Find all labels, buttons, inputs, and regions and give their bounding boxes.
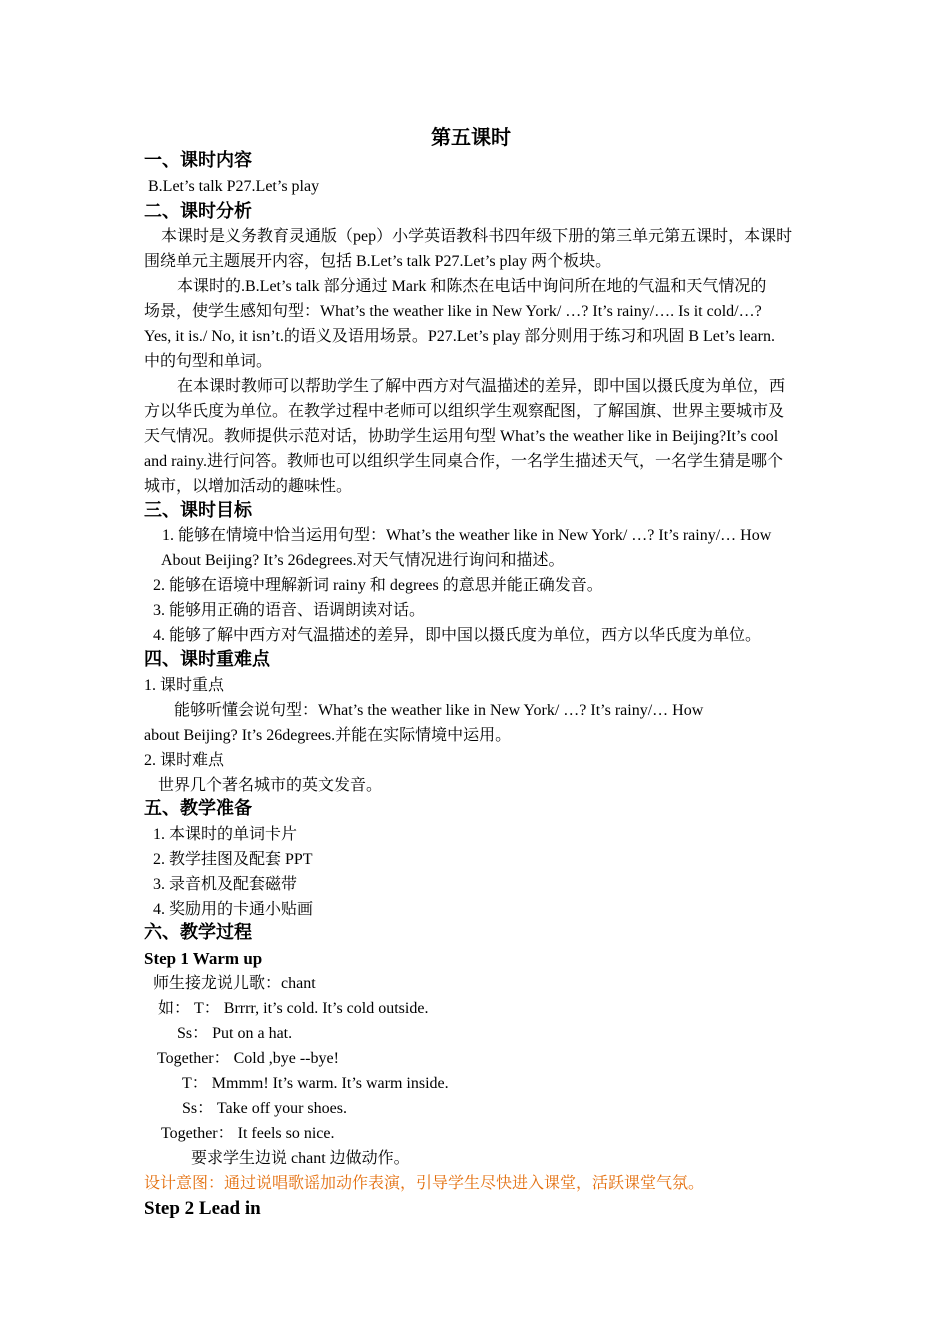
section-content-text: B.Let’s talk P27.Let’s play <box>148 178 320 195</box>
paragraph-line: 场景，使学生感知句型：What’s the weather like in New York/ …? It’s rainy/…. Is it cold/…? <box>144 303 762 320</box>
paragraph-line: and rainy.进行问答。教师也可以组织学生同桌合作，一名学生描述天气，一名学生猜是哪个 <box>144 453 783 470</box>
list-item: 4. 奖励用的卡通小贴画 <box>153 901 314 918</box>
paragraph-line: 本课时是义务教育灵通版（pep）小学英语教科书四年级下册的第三单元第五课时，本课时 <box>161 228 793 245</box>
list-item: 4. 能够了解中西方对气温描述的差异，即中国以摄氏度为单位，西方以华氏度为单位。 <box>153 627 762 644</box>
dialogue-line: Ss： Put on a hat. <box>177 1025 293 1042</box>
dialogue-line: Ss： Take off your shoes. <box>182 1100 347 1117</box>
section-heading-objectives: 三、课时目标 <box>144 500 252 521</box>
subheading: 2. 课时难点 <box>144 752 225 769</box>
list-item: 2. 能够在语境中理解新词 rainy 和 degrees 的意思并能正确发音。 <box>153 577 603 594</box>
dialogue-line: 如： T： Brrrr, it’s cold. It’s cold outside. <box>158 1000 429 1017</box>
section-heading-process: 六、教学过程 <box>144 922 252 943</box>
paragraph-line: 天气情况。教师提供示范对话，协助学生运用句型 What’s the weather like in Beijing?It’s cool <box>144 428 779 445</box>
list-item: 1. 能够在情境中恰当运用句型：What’s the weather like in New York/ …? It’s rainy/… How <box>162 527 772 544</box>
section-heading-content: 一、课时内容 <box>144 150 252 171</box>
page-title: 第五课时 <box>431 125 511 149</box>
step-title: Step 1 Warm up <box>144 949 263 968</box>
paragraph-line: 世界几个著名城市的英文发音。 <box>158 777 383 794</box>
paragraph-line: 中的句型和单词。 <box>144 353 273 370</box>
dialogue-line: T： Mmmm! It’s warm. It’s warm inside. <box>182 1075 449 1092</box>
list-item: 1. 本课时的单词卡片 <box>153 826 298 843</box>
paragraph-line: 本课时的.B.Let’s talk 部分通过 Mark 和陈杰在电话中询问所在地的气温和天气情况的 <box>177 278 767 295</box>
subheading: 1. 课时重点 <box>144 677 225 694</box>
paragraph-line: 师生接龙说儿歌：chant <box>153 975 316 992</box>
section-heading-preparation: 五、教学准备 <box>144 798 252 819</box>
paragraph-line: 城市，以增加活动的趣味性。 <box>144 478 353 495</box>
paragraph-line: 要求学生边说 chant 边做动作。 <box>191 1150 410 1167</box>
list-item-continuation: About Beijing? It’s 26degrees.对天气情况进行询问和描述。 <box>161 552 565 569</box>
paragraph-line: 方以华氏度为单位。在教学过程中老师可以组织学生观察配图，了解国旗、世界主要城市及 <box>144 403 785 420</box>
paragraph-line: about Beijing? It’s 26degrees.并能在实际情境中运用。 <box>144 727 512 744</box>
paragraph-line: 能够听懂会说句型：What’s the weather like in New York/ …? It’s rainy/… How <box>174 702 704 719</box>
paragraph-line: 围绕单元主题展开内容，包括 B.Let’s talk P27.Let’s play 两个板块。 <box>144 253 612 270</box>
section-heading-analysis: 二、课时分析 <box>144 201 252 222</box>
paragraph-line: Yes, it is./ No, it isn’t.的语义及语用场景。P27.Let’s play 部分则用于练习和巩固 B Let’s learn. <box>144 328 775 345</box>
section-heading-key-points: 四、课时重难点 <box>144 649 270 670</box>
dialogue-line: Together： Cold ,bye --bye! <box>157 1050 339 1067</box>
list-item: 3. 录音机及配套磁带 <box>153 876 298 893</box>
dialogue-line: Together： It feels so nice. <box>161 1125 335 1142</box>
design-note: 设计意图：通过说唱歌谣加动作表演，引导学生尽快进入课堂，活跃课堂气氛。 <box>144 1175 705 1192</box>
step-title: Step 2 Lead in <box>144 1198 261 1219</box>
list-item: 3. 能够用正确的语音、语调朗读对话。 <box>153 602 426 619</box>
paragraph-line: 在本课时教师可以帮助学生了解中西方对气温描述的差异，即中国以摄氏度为单位，西 <box>177 378 786 395</box>
list-item: 2. 教学挂图及配套 PPT <box>153 851 313 868</box>
